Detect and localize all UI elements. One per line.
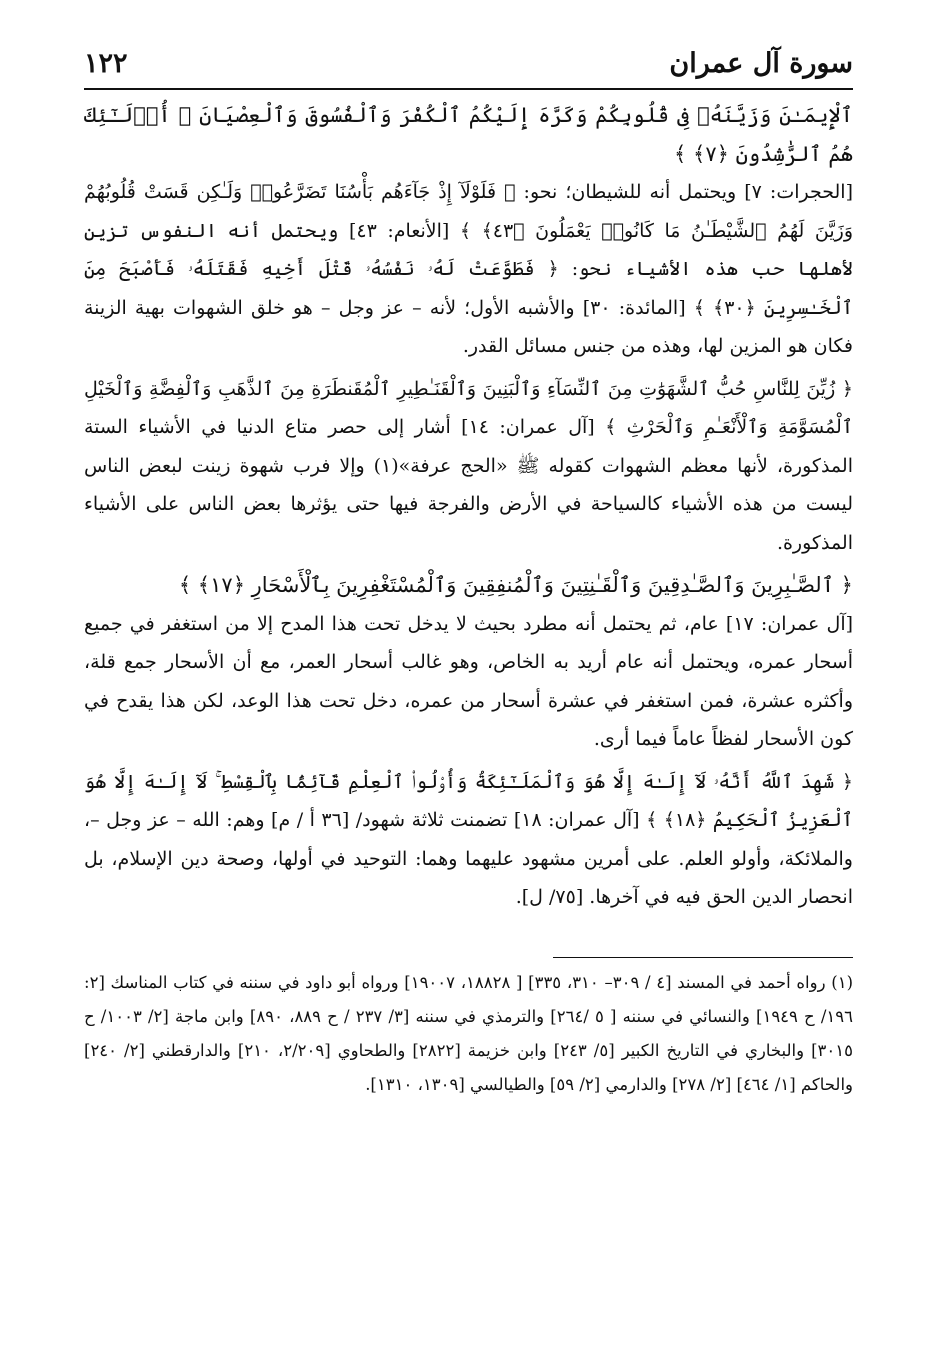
- surah-title: سورة آل عمران: [669, 47, 853, 79]
- paragraph-verse-continuation: ٱلْإِيمَـٰنَ وَزَيَّنَهُۥ فِى قُلُوبِكُمْ وَكَرَّهَ إِلَيْكُمُ ٱلْكُفْرَ وَٱلْفُسُوقَ وَٱلْعِصْيَانَ ۚ أُو۟لَـٰٓئِكَ هُمُ ٱلرَّٰشِدُونَ ﴿٧﴾ ﴾: [84, 103, 853, 166]
- page-number: ١٢٢: [84, 47, 128, 79]
- footnotes: [84, 966, 853, 1102]
- paragraph-commentary-4: ﴿ شَهِدَ ٱللَّهُ أَنَّهُۥ لَآ إِلَـٰهَ إِلَّا هُوَ وَٱلْمَلَـٰٓئِكَةُ وَأُو۟لُوا۟ ٱلْعِلْمِ قَآئِمًۢا بِٱلْقِسْطِ ۚ لَآ إِلَـٰهَ إِلَّا هُوَ ٱلْعَزِيزُ ٱلْحَكِيمُ ﴿١٨﴾ ﴾ [آل عمران: ١٨] تضمنت ثلاثة شهود/ [٣٦ أ / م] وهم: الله – عز وجل –، والملائكة، وأولو العلم. على أمرين مشهود عليهما وهما: التوحيد في أولها، وصحة دين الإسلام، بل انحصار الدين الحق فيه في آخرها. [٧٥/ ل].: [84, 770, 854, 908]
- page-header: [84, 38, 853, 90]
- page-body: [84, 96, 853, 917]
- paragraph-commentary-3: [آل عمران: ١٧] عام، ثم يحتمل أنه مطرد بحيث لا يدخل تحت هذا المدح إلا من استغفر في جميع أسحار عمره، ويحتمل أنه عام أريد به الخاص، وهو غالب أسحار العمر، مع أن الأسحار جمع قلة، وأكثره عشرة، فمن استغفر في عشرة أسحار من عمره، دخل تحت هذا الوعد، لكن هذا يقدح في كون الأسحار لفظاً عاماً فيما أرى.: [84, 612, 854, 750]
- footnote-divider: [553, 957, 853, 958]
- footnote-1: (١) رواه أحمد في المسند [٤ / ٣٠٩– ٣١٠، ٣٣٥] [ ١٨٨٢٨، ١٩٠٠٧] ورواه أبو داود في سننه في كتاب المناسك [٢: ١٩٦/ ح ١٩٤٩] والنسائي في سننه [ ٥ /٢٦٤] والترمذي في سننه [٣/ ٢٣٧ / ح ٨٨٩، ٨٩٠] وابن ماجة [٢/ ١٠٠٣/ ح ٣٠١٥] والبخاري في التاريخ الكبير [٥/ ٢٤٣] وابن خزيمة [٢٨٢٢] والطحاوي [٢/٢٠٩، ٢١٠] والدارقطني [٢/ ٢٤٠] والحاكم [١/ ٤٦٤] [٢/ ٢٧٨] والدارمي [٢/ ٥٩] والطيالسي [١٣٠٩، ١٣١٠].: [84, 972, 854, 1094]
- paragraph-verse-17: ﴿ ٱلصَّـٰبِرِينَ وَٱلصَّـٰدِقِينَ وَٱلْقَـٰنِتِينَ وَٱلْمُنفِقِينَ وَٱلْمُسْتَغْفِرِينَ بِٱلْأَسْحَارِ ﴿١٧﴾ ﴾: [178, 573, 853, 597]
- paragraph-commentary-1: [الحجرات: ٧] ويحتمل أنه للشيطان؛ نحو: ﴿ فَلَوْلَآ إِذْ جَآءَهُم بَأْسُنَا تَضَرَّعُوا۟ وَلَـٰكِن قَسَتْ قُلُوبُهُمْ وَزَيَّنَ لَهُمُ ٱلشَّيْطَـٰنُ مَا كَانُوا۟ يَعْمَلُونَ ﴿٤٣﴾ ﴾ [الأنعام: ٤٣] ويحتمل أنه النفوس تزين لأهلها حب هذه الأشياء نحو: ﴿ فَطَوَّعَتْ لَهُۥ نَفْسُهُۥ قَتْلَ أَخِيهِ فَقَتَلَهُۥ فَأَصْبَحَ مِنَ ٱلْخَـٰسِرِينَ ﴿٣٠﴾ ﴾ [المائدة: ٣٠] والأشبه الأول؛ لأنه – عز وجل – هو خلق الشهوات بهية الزينة فكان هو المزين لها، وهذه من جنس مسائل القدر.: [84, 181, 853, 357]
- paragraph-commentary-2: ﴿ زُيِّنَ لِلنَّاسِ حُبُّ ٱلشَّهَوَٰتِ مِنَ ٱلنِّسَآءِ وَٱلْبَنِينَ وَٱلْقَنَـٰطِيرِ ٱلْمُقَنطَرَةِ مِنَ ٱلذَّهَبِ وَٱلْفِضَّةِ وَٱلْخَيْلِ ٱلْمُسَوَّمَةِ وَٱلْأَنْعَـٰمِ وَٱلْحَرْثِ ﴾ [آل عمران: ١٤] أشار إلى حصر متاع الدنيا في الأشياء الستة المذكورة، لأنها معظم الشهوات كقوله ﷺ «الحج عرفة»(١) وإلا فرب شهوة زينت لبعض الناس ليست من هذه الأشياء كالسياحة في الأرض والفرجة فيها حتى يؤثرها بعض الناس على الأشياء المذكورة.: [84, 377, 853, 554]
